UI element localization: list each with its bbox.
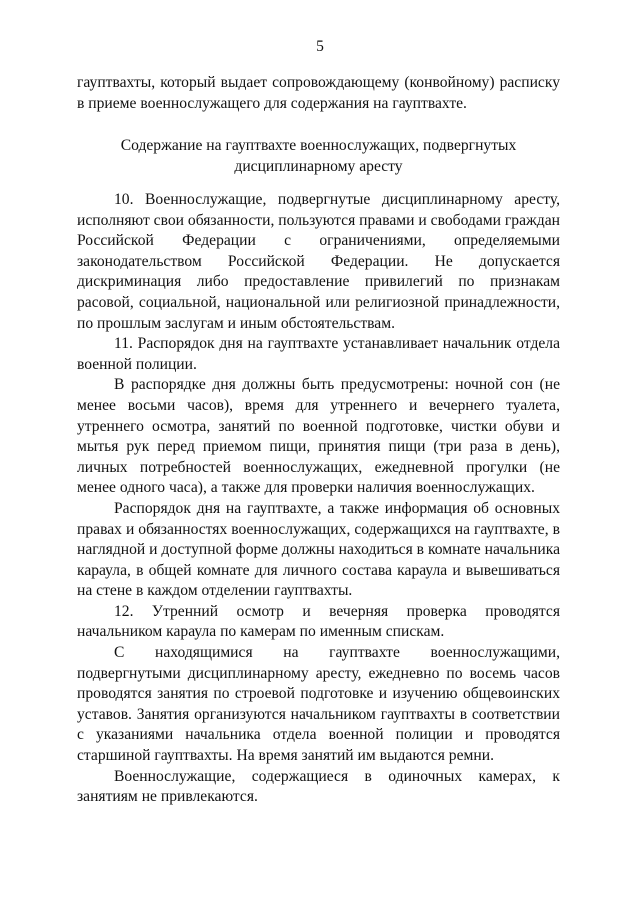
section-heading-line2: дисциплинарному аресту [234, 158, 403, 175]
page-number: 5 [316, 38, 324, 55]
section-heading [77, 135, 560, 177]
paragraph-routine-info: Распорядок дня на гауптвахте, а также информация об основных правах и обязанностях военнослужащих, содержащихся на гауптвахте, в наглядной и доступной форме должны находиться в комнате начальника караула, в общей комнате для личного состава караула и вывешиваться на стене в каждом отделении гауптвахты. [77, 499, 560, 600]
paragraph-daily-routine: В распорядке дня должны быть предусмотрены: ночной сон (не менее восьми часов), время для утреннего и вечернего туалета, утреннего осмотра, занятий по военной подготовке, чистки обуви и мытья рук перед приемом пищи, принятия пищи (три раза в день), личных потребностей военнослужащих, ежедневной прогулки (не менее одного часа), а также для проверки наличия военнослужащих. [77, 376, 560, 497]
paragraph-11: 11. Распорядок дня на гауптвахте устанавливает начальник отдела военной полиции. [77, 335, 560, 373]
paragraph-12: 12. Утренний осмотр и вечерняя проверка проводятся начальником караула по камерам по именным спискам. [77, 602, 560, 641]
body-text-block [77, 190, 560, 808]
paragraph-training: С находящимися на гауптвахте военнослужащими, подвергнутыми дисциплинарному аресту, ежедневно по восемь часов проводятся занятия по строевой подготовке и изучению общевоинских уставов. Занятия организуются начальником гауптвахты в соответствии с указаниями начальника отдела военной полиции и проводятся старшиной гауптвахты. На время занятий им выдаются ремни. [77, 644, 560, 765]
intro-text-block [77, 73, 560, 114]
paragraph-10: 10. Военнослужащие, подвергнутые дисциплинарному аресту, исполняют свои обязанности, пользуются правами и свободами граждан Российской Федерации с ограничениями, определяемыми законодательством Российской Федерации. Не допускается дискриминация либо предоставление привилегий по признакам расовой, социальной, национальной или религиозной принадлежности, по прошлым заслугам и иным обстоятельствам. [77, 191, 560, 332]
paragraph-solitary: Военнослужащие, содержащиеся в одиночных камерах, к занятиям не привлекаются. [77, 767, 560, 806]
section-heading-line1: Содержание на гауптвахте военнослужащих, подвергнутых [120, 137, 517, 154]
intro-paragraph: гауптвахты, который выдает сопровождающему (конвойному) расписку в приеме военнослужащего для содержания на гауптвахте. [77, 74, 560, 112]
